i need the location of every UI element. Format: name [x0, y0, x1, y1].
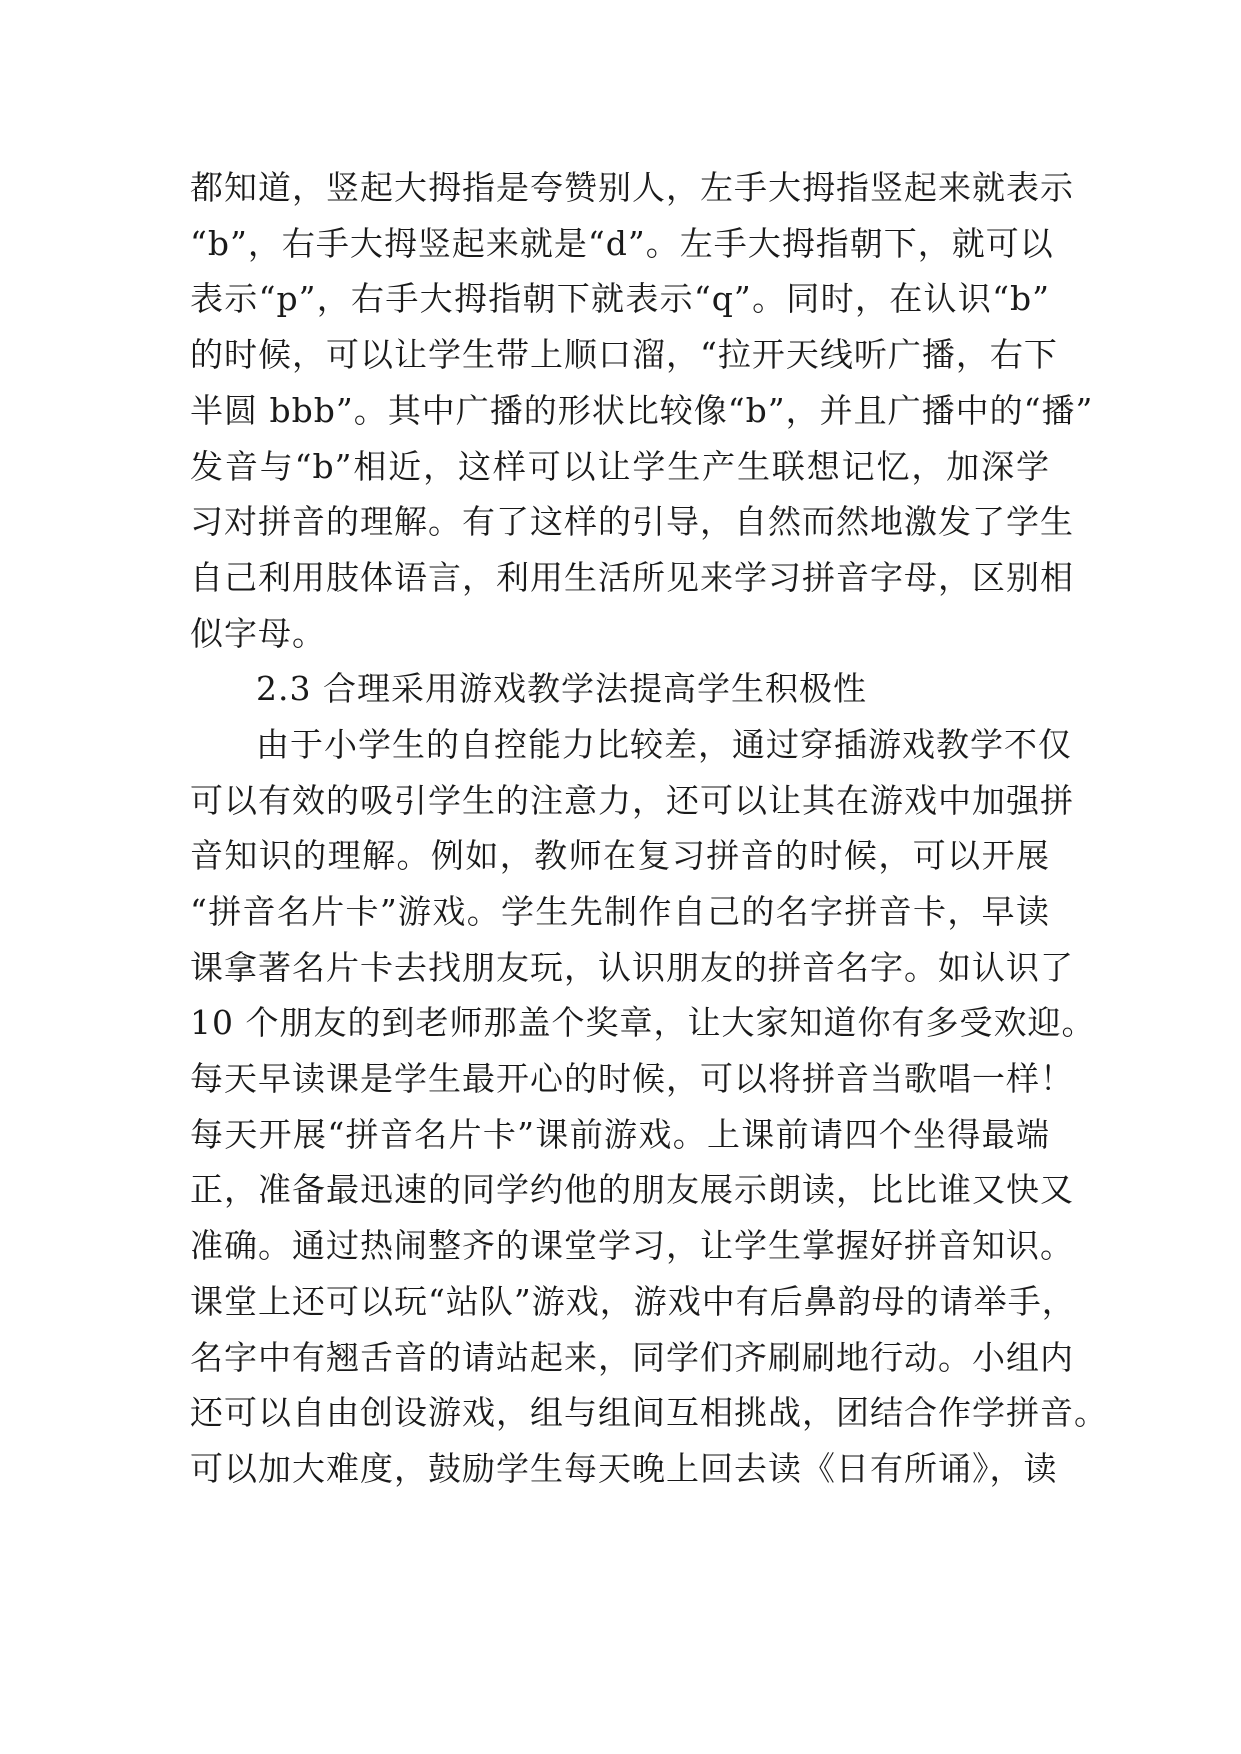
text-line: 课拿著名片卡去找朋友玩，认识朋友的拼音名字。如认识了	[190, 948, 1074, 987]
text-line: 都知道，竖起大拇指是夸赞别人，左手大拇指竖起来就表示	[190, 168, 1074, 207]
text-line: 每天早读课是学生最开心的时候，可以将拼音当歌唱一样！	[190, 1059, 1074, 1098]
text-line: 名字中有翘舌音的请站起来，同学们齐刷刷地行动。小组内	[190, 1338, 1074, 1377]
text-line: 10 个朋友的到老师那盖个奖章，让大家知道你有多受欢迎。	[190, 1003, 1096, 1042]
text-line: 半圆 bbb”。其中广播的形状比较像“b”，并且广播中的“播”	[190, 391, 1094, 430]
text-line: 每天开展“拼音名片卡”课前游戏。上课前请四个坐得最端	[190, 1115, 1050, 1154]
text-line: 准确。通过热闹整齐的课堂学习，让学生掌握好拼音知识。	[190, 1226, 1074, 1265]
text-line: 表示“p”，右手大拇指朝下就表示“q”。同时，在认识“b”	[190, 279, 1050, 318]
text-line: 正，准备最迅速的同学约他的朋友展示朗读，比比谁又快又	[190, 1170, 1074, 1209]
text-line: 发音与“b”相近，这样可以让学生产生联想记忆，加深学	[190, 447, 1050, 486]
text-line: 似字母。	[190, 614, 326, 653]
paragraph-first-line: 由于小学生的自控能力比较差，通过穿插游戏教学不仅	[256, 725, 1072, 764]
text-line: 可以有效的吸引学生的注意力，还可以让其在游戏中加强拼	[190, 781, 1074, 820]
text-line: 音知识的理解。例如，教师在复习拼音的时候，可以开展	[190, 836, 1050, 875]
text-line: 自己利用肢体语言，利用生活所见来学习拼音字母，区别相	[190, 558, 1074, 597]
text-line: 的时候，可以让学生带上顺口溜，“拉开天线听广播，右下	[190, 335, 1058, 374]
text-line: “拼音名片卡”游戏。学生先制作自己的名字拼音卡，早读	[190, 892, 1050, 931]
section-heading: 2.3 合理采用游戏教学法提高学生积极性	[256, 669, 867, 708]
text-line: 习对拼音的理解。有了这样的引导，自然而然地激发了学生	[190, 502, 1074, 541]
text-line: “b”，右手大拇竖起来就是“d”。左手大拇指朝下，就可以	[190, 224, 1054, 263]
text-line: 还可以自由创设游戏，组与组间互相挑战，团结合作学拼音。	[190, 1393, 1108, 1432]
text-line: 课堂上还可以玩“站队”游戏，游戏中有后鼻韵母的请举手，	[190, 1282, 1076, 1321]
text-line: 可以加大难度，鼓励学生每天晚上回去读《日有所诵》，读	[190, 1449, 1058, 1488]
